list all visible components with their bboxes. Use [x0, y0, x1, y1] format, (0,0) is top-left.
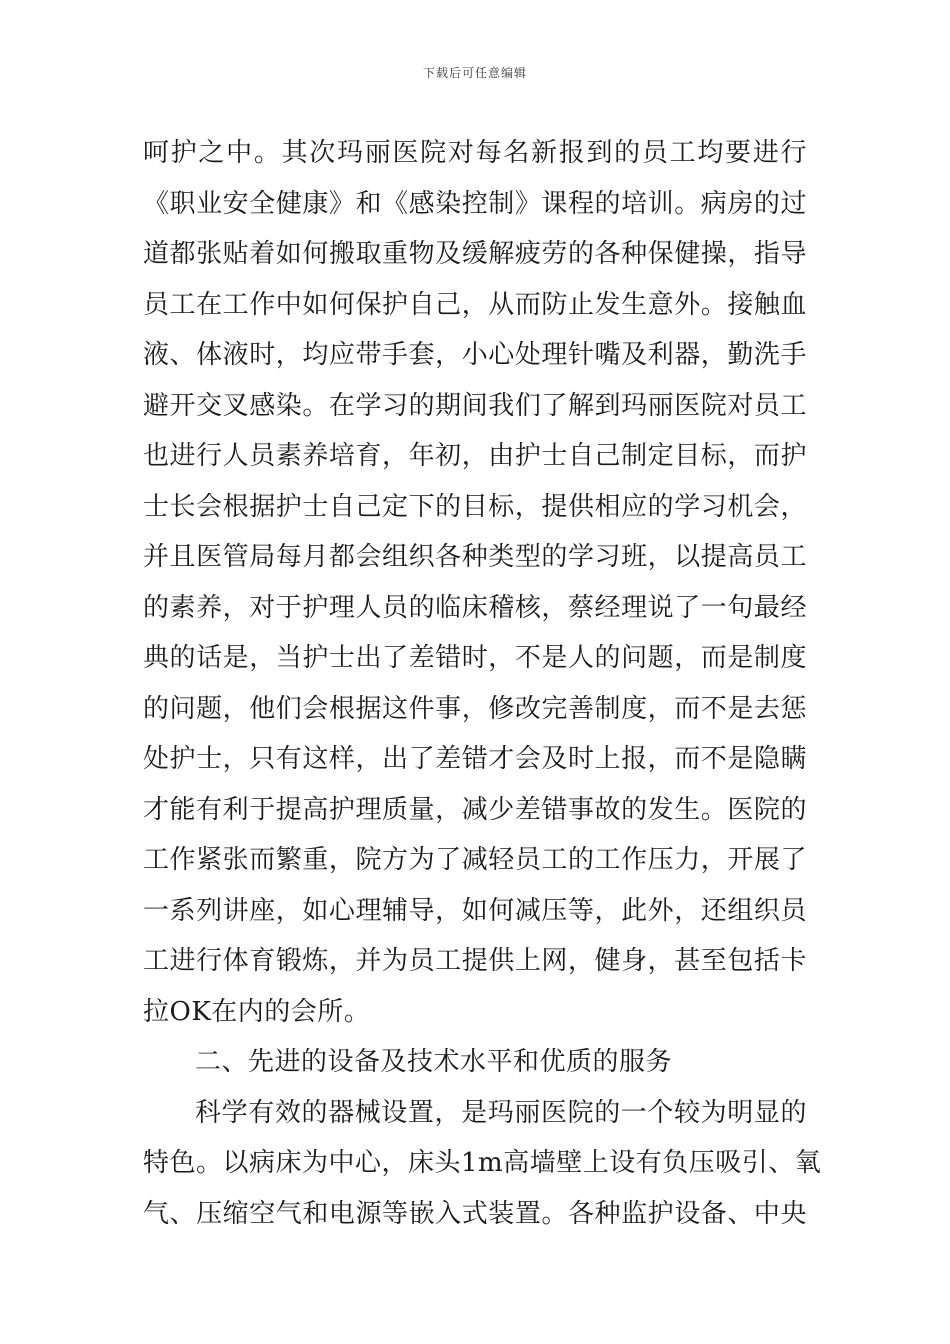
- text-line: 处护士，只有这样，出了差错才会及时上报，而不是隐瞒: [143, 744, 807, 774]
- text-line: 员工在工作中如何保护自己，从而防止发生意外。接触血: [143, 289, 807, 320]
- text-line: 的问题，他们会根据这件事，修改完善制度，而不是去惩: [143, 693, 807, 724]
- text-line: 士长会根据护士自己定下的目标，提供相应的学习机会，: [143, 491, 807, 522]
- text-line: 液、体液时，均应带手套，小心处理针嘴及利器，勤洗手: [143, 340, 807, 370]
- text-line-paragraph-end: 拉OK在内的会所。: [143, 996, 371, 1027]
- text-line: 的素养，对于护理人员的临床稽核，蔡经理说了一句最经: [143, 592, 807, 623]
- document-body: [143, 128, 822, 1239]
- text-line: 也进行人员素养培育，年初，由护士自己制定目标，而护: [143, 441, 807, 471]
- text-line: 才能有利于提高护理质量，减少差错事故的发生。医院的: [143, 794, 807, 825]
- text-line: 《职业安全健康》和《感染控制》课程的培训。病房的过: [143, 188, 807, 219]
- text-line-paragraph-start: 科学有效的器械设置，是玛丽医院的一个较为明显的: [195, 1097, 807, 1128]
- text-line: 特色。以病床为中心，床头1m高墙壁上设有负压吸引、氧: [143, 1148, 822, 1178]
- text-line: 典的话是，当护士出了差错时，不是人的问题，而是制度: [143, 643, 807, 673]
- text-line: 避开交叉感染。在学习的期间我们了解到玛丽医院对员工: [143, 390, 807, 421]
- text-line: 并且医管局每月都会组织各种类型的学习班，以提高员工: [143, 542, 807, 572]
- text-line: 工作紧张而繁重，院方为了减轻员工的工作压力，开展了: [143, 845, 807, 875]
- text-line: 呵护之中。其次玛丽医院对每名新报到的员工均要进行: [143, 138, 807, 168]
- text-line: 一系列讲座，如心理辅导，如何减压等，此外，还组织员: [143, 895, 807, 926]
- text-line: 气、压缩空气和电源等嵌入式装置。各种监护设备、中央: [143, 1198, 807, 1229]
- text-line: 道都张贴着如何搬取重物及缓解疲劳的各种保健操，指导: [143, 239, 807, 269]
- section-heading: 二、先进的设备及技术水平和优质的服务: [195, 1047, 673, 1077]
- page-header-note: 下载后可任意编辑: [422, 66, 527, 80]
- text-line: 工进行体育锻炼，并为员工提供上网，健身，甚至包括卡: [143, 946, 807, 976]
